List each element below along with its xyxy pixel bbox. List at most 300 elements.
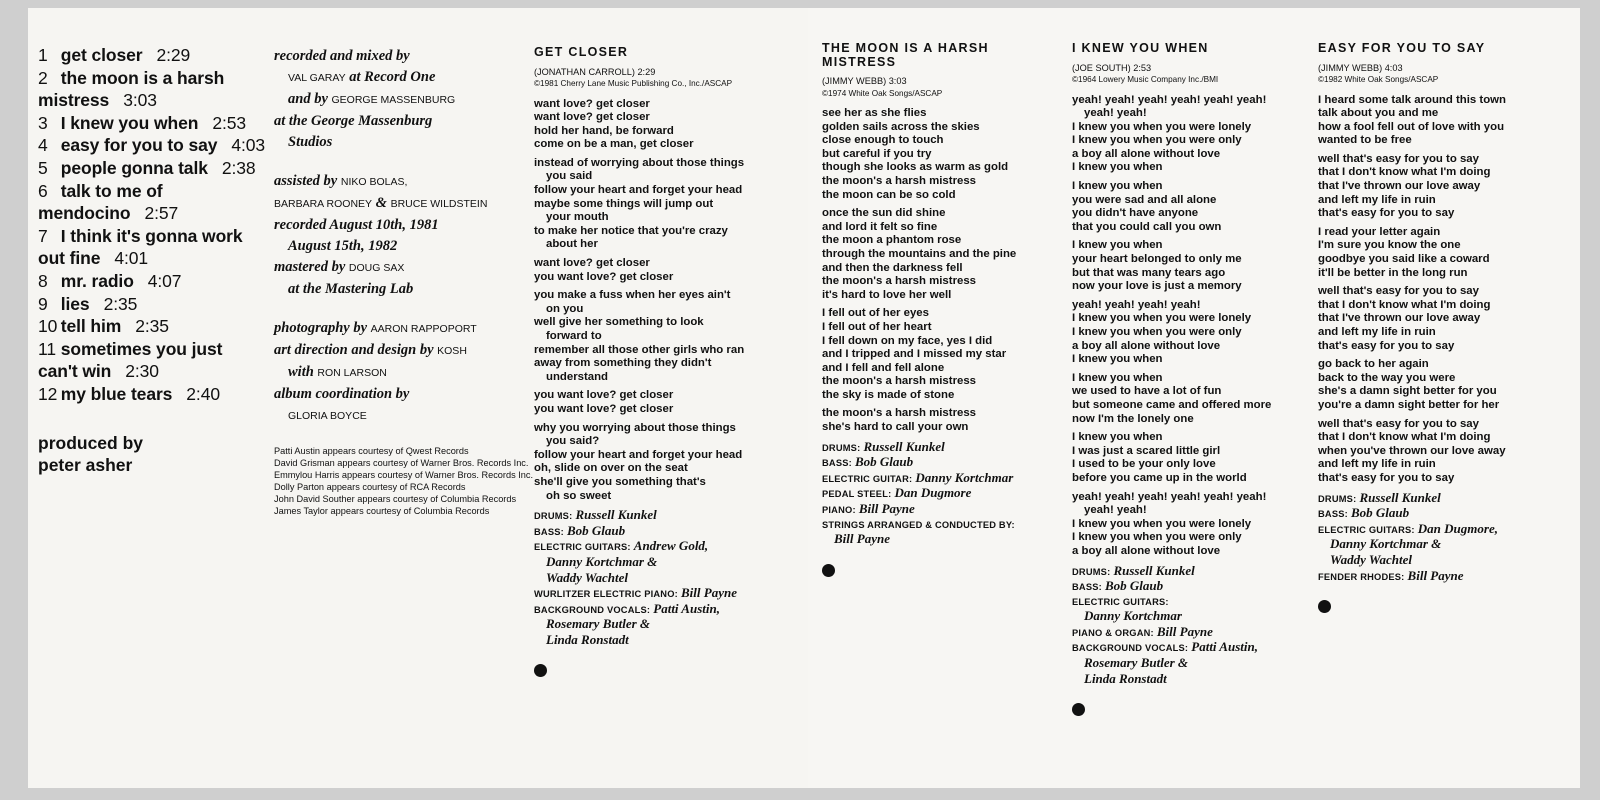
- lyric-line: I knew you when you were lonely: [1072, 517, 1252, 530]
- personnel-name: Russell Kunkel: [575, 507, 657, 523]
- personnel-name: Rosemary Butler &: [1084, 655, 1189, 671]
- track-title: my blue tears: [60, 383, 173, 404]
- lyric-line: you said: [546, 170, 593, 183]
- lyric-stanza: [534, 98, 802, 152]
- photography-label: photography by: [274, 320, 368, 336]
- personnel-credits: [1072, 564, 1312, 688]
- track-number: 10: [38, 316, 58, 337]
- track-item: [38, 338, 266, 383]
- songwriter-credit: (JIMMY WEBB) 3:03: [822, 76, 907, 86]
- track-number: 11: [38, 338, 56, 359]
- personnel-name: Bob Glaub: [1351, 505, 1410, 521]
- songwriter-credit: (JIMMY WEBB) 4:03: [1318, 62, 1403, 73]
- songwriter-credit: (JONATHAN CARROLL) 2:29: [534, 66, 656, 77]
- track-item: [38, 112, 266, 135]
- personnel-line: [1318, 537, 1558, 553]
- copyright-notice: ©1964 Lowery Music Company Inc./BMI: [1072, 75, 1219, 84]
- personnel-credits: [822, 440, 1062, 548]
- lyric-line: the sky is made of stone: [822, 388, 955, 401]
- track-title: I knew you when: [60, 112, 199, 133]
- lyric-stanza: [1318, 153, 1558, 221]
- track-number: 2: [38, 67, 48, 88]
- lyric-stanza: [1072, 94, 1312, 176]
- lyrics: [1318, 94, 1558, 486]
- lyric-line: that's easy for you to say: [1318, 471, 1455, 484]
- personnel-name: Rosemary Butler &: [546, 616, 651, 632]
- personnel-name: Patti Austin,: [1191, 639, 1258, 655]
- art-direction-label: art direction and design by: [274, 342, 434, 358]
- lyric-stanza: [1072, 491, 1312, 559]
- end-dot: [1318, 600, 1331, 613]
- lyric-stanza: [1318, 94, 1558, 148]
- personnel-name: Waddy Wachtel: [546, 569, 628, 585]
- personnel-line: [1072, 625, 1312, 641]
- personnel-line: [1318, 522, 1558, 538]
- personnel-line: [534, 571, 802, 587]
- track-duration: 2:29: [156, 45, 191, 65]
- personnel-role: ELECTRIC GUITARS:: [1318, 524, 1415, 535]
- personnel-name: Dan Dugmore,: [1417, 520, 1498, 536]
- lyric-line: I knew you when you were only: [1072, 326, 1242, 338]
- lyric-line: I used to be your only love: [1072, 458, 1216, 471]
- lyric-line: and left my life in ruin: [1318, 458, 1436, 471]
- personnel-name: Bob Glaub: [567, 522, 626, 538]
- personnel-name: Patti Austin,: [653, 600, 720, 616]
- art-assistant: RON LARSON: [317, 367, 387, 379]
- song-title: EASY FOR YOU TO SAY: [1318, 41, 1486, 55]
- track-number: 4: [38, 135, 48, 156]
- recorded-dates-1: recorded August 10th, 1981: [274, 217, 439, 233]
- personnel-line: [822, 532, 1062, 548]
- lyric-stanza: [1318, 418, 1558, 486]
- personnel-name: Bill Payne: [1156, 623, 1213, 639]
- personnel-line: [534, 602, 802, 618]
- song-get-closer: [534, 46, 802, 677]
- lyric-stanza: [822, 407, 1062, 434]
- end-dot: [534, 664, 547, 677]
- personnel-role: BASS:: [1318, 509, 1348, 520]
- lyric-line: through the mountains and the pine: [822, 247, 1017, 260]
- end-dot: [822, 564, 835, 577]
- lyric-line: I fell down on my face, yes I did: [822, 334, 993, 347]
- photographer: AARON RAPPOPORT: [370, 323, 477, 335]
- lyric-line: but that was many tears ago: [1072, 266, 1226, 279]
- lyric-stanza: [1072, 239, 1312, 293]
- art-director: KOSH: [437, 345, 467, 357]
- lyric-line: and I tripped and I missed my star: [822, 348, 1007, 361]
- lyric-line: understand: [546, 370, 609, 383]
- courtesy-line: Patti Austin appears courtesy of Qwest Records: [274, 446, 469, 456]
- song-i-knew-you-when: [1072, 42, 1312, 716]
- recorded-dates-2: August 15th, 1982: [288, 238, 398, 254]
- lyric-line: I knew you when: [1072, 371, 1163, 384]
- personnel-name: Danny Kortchmar: [1084, 608, 1182, 624]
- producer-credit: [38, 432, 266, 476]
- track-number: 7: [38, 225, 48, 246]
- track-number: 8: [38, 270, 48, 291]
- lyric-stanza: [534, 422, 802, 504]
- lyric-stanza: [1318, 358, 1558, 412]
- lyric-line: though she looks as warm as gold: [822, 161, 1009, 174]
- personnel-line: [534, 539, 802, 555]
- lyric-line: I knew you when: [1072, 161, 1163, 174]
- lyric-line: oh, slide on over on the seat: [534, 462, 688, 475]
- lyric-line: go back to her again: [1318, 358, 1429, 371]
- lyric-line: the moon can be so cold: [822, 188, 956, 201]
- personnel-role: ELECTRIC GUITARS:: [1072, 596, 1169, 607]
- personnel-name: Linda Ronstadt: [1084, 670, 1167, 686]
- lyric-line: you want love? get closer: [534, 389, 674, 402]
- personnel-role: PEDAL STEEL:: [822, 489, 892, 500]
- personnel-role: DRUMS:: [1318, 493, 1357, 504]
- lyric-stanza: [534, 389, 802, 416]
- lyric-line: I knew you when you were lonely: [1072, 312, 1252, 325]
- lyric-line: yeah! yeah! yeah! yeah! yeah! yeah!: [1072, 490, 1267, 503]
- studio-line-1: at the George Massenburg: [274, 113, 433, 129]
- lyric-line: when you've thrown our love away: [1318, 444, 1506, 457]
- song-meta: [1318, 63, 1558, 86]
- personnel-line: [1072, 595, 1312, 610]
- left-page: [28, 8, 808, 788]
- personnel-name: Danny Kortchmar &: [546, 553, 658, 569]
- track-duration: 2:57: [144, 203, 179, 224]
- track-title: tell him: [60, 316, 122, 337]
- studio-line-2: Studios: [288, 134, 333, 150]
- lyric-line: she's hard to call your own: [822, 421, 969, 434]
- recorded-label: recorded and mixed by: [274, 48, 410, 64]
- lyric-line: we used to have a lot of fun: [1072, 385, 1222, 398]
- lyric-line: a boy all alone without love: [1072, 339, 1221, 352]
- coordinator: GLORIA BOYCE: [288, 410, 367, 422]
- track-item: [38, 315, 266, 338]
- lyric-line: I fell out of her eyes: [822, 307, 929, 320]
- lyric-stanza: [1072, 180, 1312, 234]
- lyric-line: instead of worrying about those things: [534, 156, 745, 169]
- courtesy-line: James Taylor appears courtesy of Columbia Records: [274, 506, 490, 517]
- personnel-line: [534, 508, 802, 524]
- personnel-line: [534, 586, 802, 602]
- lyric-line: follow your heart and forget your head: [534, 184, 743, 197]
- lyric-line: that I don't know what I'm doing: [1318, 431, 1491, 444]
- song-title: I KNEW YOU WHEN: [1072, 41, 1209, 55]
- lyric-stanza: [1072, 372, 1312, 426]
- personnel-line: [534, 555, 802, 571]
- lyric-line: want love? get closer: [534, 257, 650, 270]
- personnel-line: [1072, 640, 1312, 656]
- lyric-line: well that's easy for you to say: [1318, 285, 1479, 298]
- lyric-line: you didn't have anyone: [1072, 207, 1199, 220]
- lyric-line: but careful if you try: [822, 147, 932, 160]
- personnel-line: [534, 617, 802, 633]
- personnel-role: FENDER RHODES:: [1318, 571, 1405, 582]
- personnel-line: [822, 502, 1062, 518]
- lyric-line: talk about you and me: [1318, 107, 1439, 120]
- courtesy-line: Emmylou Harris appears courtesy of Warner Bros. Records Inc.: [274, 470, 534, 481]
- lyric-line: remember all those other girls who ran: [534, 343, 745, 356]
- lyric-line: the moon's a harsh mistress: [822, 375, 977, 388]
- lyric-stanza: [822, 207, 1062, 302]
- personnel-role: DRUMS:: [534, 511, 573, 522]
- personnel-role: BACKGROUND VOCALS:: [534, 604, 651, 615]
- personnel-line: [1072, 672, 1312, 688]
- lyric-stanza: [1318, 285, 1558, 353]
- song-meta: [1072, 63, 1312, 86]
- track-title: people gonna talk: [60, 157, 208, 178]
- producer-label: produced by: [38, 432, 144, 453]
- lyric-line: see her as she flies: [822, 107, 927, 119]
- personnel-name: Bill Payne: [834, 531, 890, 547]
- personnel-line: [822, 440, 1062, 456]
- track-item: [38, 225, 266, 270]
- lyric-line: you want love? get closer: [534, 402, 674, 415]
- personnel-name: Andrew Gold,: [633, 538, 709, 554]
- track-title: I think it's gonna work out fine: [38, 225, 243, 269]
- lyric-line: yeah! yeah! yeah! yeah! yeah! yeah!: [1072, 93, 1267, 106]
- track-item: [38, 180, 266, 225]
- lyric-line: you're a damn sight better for her: [1318, 398, 1500, 411]
- lyric-line: I knew you when: [1072, 431, 1163, 444]
- personnel-line: [1318, 569, 1558, 585]
- copyright-notice: ©1982 White Oak Songs/ASCAP: [1318, 75, 1439, 84]
- personnel-line: [822, 455, 1062, 471]
- lyric-line: she'll give you something that's: [534, 475, 706, 488]
- lyric-line: that's easy for you to say: [1318, 339, 1455, 352]
- lyric-line: the moon's a harsh mistress: [822, 174, 977, 187]
- and-by-label: and by: [288, 91, 328, 107]
- track-title: talk to me of mendocino: [38, 180, 163, 224]
- personnel-line: [822, 518, 1062, 533]
- lyric-line: it'll be better in the long run: [1318, 266, 1468, 279]
- copyright-notice: ©1974 White Oak Songs/ASCAP: [822, 88, 943, 98]
- personnel-line: [1072, 656, 1312, 672]
- lyric-line: now I'm the lonely one: [1072, 412, 1194, 425]
- lyric-line: the moon a phantom rose: [822, 234, 962, 247]
- lyric-line: I knew you when: [1072, 180, 1163, 193]
- lyric-line: oh so sweet: [546, 489, 612, 502]
- lyric-line: a boy all alone without love: [1072, 544, 1221, 557]
- lyric-line: yeah! yeah!: [1084, 504, 1147, 517]
- track-item: [38, 293, 266, 316]
- lyric-stanza: [1072, 299, 1312, 367]
- lyric-line: I heard some talk around this town: [1318, 93, 1506, 106]
- lyric-line: yeah! yeah! yeah! yeah!: [1072, 298, 1201, 311]
- lyric-line: that's easy for you to say: [1318, 207, 1455, 220]
- lyric-line: that I've thrown our love away: [1318, 312, 1481, 325]
- lyric-line: I knew you when: [1072, 239, 1163, 252]
- track-duration: 2:40: [186, 383, 220, 404]
- personnel-line: [1318, 553, 1558, 569]
- track-title: get closer: [60, 45, 143, 65]
- lyric-line: and I fell and fell alone: [822, 361, 945, 374]
- lyric-line: and lord it felt so fine: [822, 220, 938, 233]
- lyric-line: away from something they didn't: [534, 357, 712, 370]
- lyric-stanza: [534, 289, 802, 384]
- lyrics: [1072, 94, 1312, 559]
- personnel-name: Bill Payne: [681, 585, 737, 601]
- song-easy-for-you-to-say: [1318, 42, 1558, 613]
- personnel-name: Waddy Wachtel: [1330, 551, 1412, 567]
- lyric-stanza: [534, 157, 802, 252]
- lyrics: [534, 98, 802, 504]
- track-duration: 2:35: [103, 293, 138, 314]
- personnel-role: STRINGS ARRANGED & CONDUCTED BY:: [822, 519, 1015, 530]
- lyric-line: but someone came and offered more: [1072, 398, 1272, 411]
- personnel-line: [1318, 491, 1558, 507]
- lyric-line: I knew you when you were only: [1072, 531, 1242, 544]
- lyric-line: she's a damn sight better for you: [1318, 385, 1497, 398]
- right-page: [808, 8, 1580, 788]
- lyric-line: and left my life in ruin: [1318, 326, 1436, 338]
- personnel-line: [534, 633, 802, 649]
- lyric-line: to make her notice that you're crazy: [534, 224, 728, 237]
- lyric-line: about her: [546, 238, 598, 251]
- lyric-line: a boy all alone without love: [1072, 147, 1221, 160]
- production-credits: [274, 46, 534, 518]
- lyric-line: I fell out of her heart: [822, 320, 932, 333]
- song-title: THE MOON IS A HARSH MISTRESS: [822, 41, 989, 69]
- lyric-line: well give her something to look: [534, 316, 704, 329]
- lyric-line: goodbye you said like a coward: [1318, 253, 1490, 266]
- lyric-line: I'm sure you know the one: [1318, 239, 1461, 252]
- track-duration: 4:03: [231, 135, 266, 156]
- lyric-line: I knew you when: [1072, 353, 1163, 366]
- assistant-2: BARBARA ROONEY: [274, 198, 373, 210]
- lyric-line: the moon's a harsh mistress: [822, 407, 977, 420]
- lyric-line: I knew you when you were only: [1072, 134, 1242, 147]
- personnel-credits: [1318, 491, 1558, 585]
- personnel-credits: [534, 508, 802, 648]
- assistant-3: BRUCE WILDSTEIN: [390, 198, 488, 210]
- personnel-name: Bill Payne: [858, 501, 915, 517]
- lyric-line: before you came up in the world: [1072, 471, 1247, 484]
- lyric-line: the moon's a harsh mistress: [822, 275, 977, 288]
- lyric-stanza: [534, 257, 802, 284]
- lyric-stanza: [1318, 226, 1558, 280]
- personnel-name: Bob Glaub: [855, 454, 914, 470]
- track-title: the moon is a harsh mistress: [38, 67, 225, 111]
- personnel-line: [1072, 579, 1312, 595]
- track-number: 3: [38, 112, 48, 133]
- courtesy-line: Dolly Parton appears courtesy of RCA Records: [274, 482, 466, 493]
- personnel-name: Bill Payne: [1407, 567, 1464, 583]
- track-item: [38, 383, 266, 406]
- track-duration: 3:03: [123, 90, 157, 111]
- tracklist: [38, 44, 266, 476]
- personnel-role: BACKGROUND VOCALS:: [1072, 643, 1189, 654]
- lyric-line: close enough to touch: [822, 134, 944, 147]
- lyric-line: golden sails across the skies: [822, 120, 980, 133]
- producer-name: peter asher: [38, 454, 133, 475]
- personnel-line: [1318, 506, 1558, 522]
- lyric-line: hold her hand, be forward: [534, 124, 674, 137]
- personnel-role: PIANO & ORGAN:: [1072, 627, 1154, 638]
- coordination-label: album coordination by: [274, 386, 410, 402]
- song-title: GET CLOSER: [534, 45, 629, 59]
- lyric-line: why you worrying about those things: [534, 421, 736, 434]
- personnel-role: BASS:: [822, 458, 852, 469]
- track-duration: 4:07: [147, 270, 182, 291]
- track-item: [38, 157, 266, 180]
- lyrics: [822, 107, 1062, 435]
- personnel-line: [1072, 564, 1312, 580]
- lyric-line: want love? get closer: [534, 97, 650, 110]
- lyric-line: that I've thrown our love away: [1318, 180, 1481, 193]
- personnel-name: Bob Glaub: [1105, 578, 1164, 594]
- lyric-line: that I don't know what I'm doing: [1318, 166, 1491, 179]
- lyric-line: want love? get closer: [534, 111, 650, 124]
- track-item: [38, 134, 266, 157]
- mastered-label: mastered by: [274, 259, 346, 275]
- ampersand: &: [375, 195, 387, 211]
- track-duration: 4:01: [114, 248, 149, 269]
- track-number: 12: [38, 383, 58, 404]
- lyric-line: you were sad and all alone: [1072, 193, 1217, 206]
- track-title: mr. radio: [60, 270, 134, 291]
- track-item: [38, 270, 266, 293]
- personnel-role: WURLITZER ELECTRIC PIANO:: [534, 589, 678, 600]
- track-title: easy for you to say: [60, 135, 218, 156]
- lyric-line: your mouth: [546, 211, 609, 224]
- lyric-line: follow your heart and forget your head: [534, 448, 743, 461]
- personnel-role: DRUMS:: [822, 442, 861, 453]
- track-number: 5: [38, 157, 48, 178]
- lyric-stanza: [1072, 431, 1312, 485]
- lyric-line: well that's easy for you to say: [1318, 152, 1479, 165]
- personnel-role: BASS:: [534, 526, 564, 537]
- lyric-line: and left my life in ruin: [1318, 193, 1436, 206]
- lyric-line: I knew you when you were lonely: [1072, 120, 1252, 133]
- lyric-line: that you could call you own: [1072, 220, 1222, 233]
- courtesy-line: David Grisman appears courtesy of Warner Bros. Records Inc.: [274, 458, 529, 469]
- mastering-place: at the Mastering Lab: [288, 281, 414, 297]
- engineer-1: VAL GARAY: [288, 72, 346, 84]
- personnel-name: Linda Ronstadt: [546, 631, 629, 647]
- lyric-line: on you: [546, 302, 584, 315]
- personnel-name: Russell Kunkel: [1113, 562, 1195, 578]
- lyric-line: maybe some things will jump out: [534, 197, 714, 210]
- mastering-engineer: DOUG SAX: [348, 262, 405, 274]
- courtesy-line: John David Souther appears courtesy of Columbia Records: [274, 494, 517, 505]
- track-title: sometimes you just can't win: [38, 338, 223, 382]
- lyric-line: back to the way you were: [1318, 371, 1456, 384]
- personnel-line: [1072, 609, 1312, 625]
- lyric-line: it's hard to love her well: [822, 288, 952, 301]
- personnel-name: Russell Kunkel: [1359, 489, 1441, 505]
- courtesy-notes: [274, 445, 534, 518]
- copyright-notice: ©1981 Cherry Lane Music Publishing Co., Inc./ASCAP: [534, 79, 733, 88]
- lyric-line: that I don't know what I'm doing: [1318, 298, 1491, 311]
- personnel-line: [534, 524, 802, 540]
- lyric-line: once the sun did shine: [822, 207, 946, 220]
- lyric-stanza: [822, 307, 1062, 402]
- track-number: 6: [38, 180, 48, 201]
- assisted-label: assisted by: [274, 173, 338, 189]
- personnel-line: [822, 471, 1062, 487]
- lyric-line: well that's easy for you to say: [1318, 417, 1479, 430]
- lyric-line: you want love? get closer: [534, 270, 674, 283]
- song-meta: [822, 76, 1062, 99]
- with-label: with: [288, 364, 314, 380]
- personnel-role: DRUMS:: [1072, 566, 1111, 577]
- lyric-stanza: [822, 107, 1062, 202]
- lyric-line: come on be a man, get closer: [534, 138, 694, 151]
- track-title: lies: [60, 293, 90, 314]
- personnel-role: ELECTRIC GUITARS:: [534, 542, 631, 553]
- lyric-line: your heart belonged to only me: [1072, 253, 1242, 266]
- end-dot: [1072, 703, 1085, 716]
- track-item: [38, 67, 266, 112]
- lyric-line: yeah! yeah!: [1084, 107, 1147, 120]
